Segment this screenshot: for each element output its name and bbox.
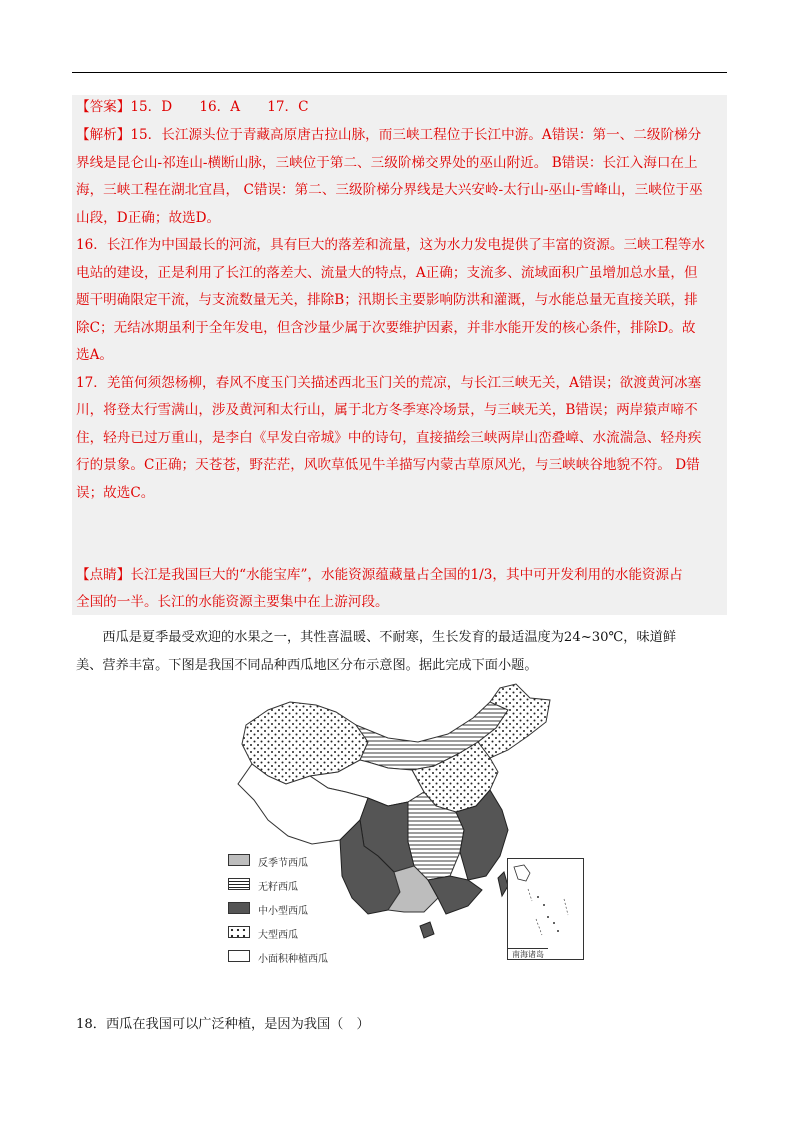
passage-line: 西瓜是夏季最受欢迎的水果之一，其性喜温暖、不耐寒，生长发育的最适温度为24~30℃，味道鲜 bbox=[76, 630, 677, 645]
tip-line: 全国的一半。长江的水能资源主要集中在上游河段。 bbox=[76, 594, 389, 610]
analysis-line: 住，轻舟已过万重山，是李白《早发白帝城》中的诗句，直接描绘三峡两岸山峦叠嶂、水流湍急、轻舟疾 bbox=[76, 430, 702, 446]
legend-item bbox=[228, 924, 368, 942]
answer-text: 15．D 16．A 17．C bbox=[130, 99, 309, 115]
legend-label: 反季节西瓜 bbox=[258, 858, 308, 869]
analysis-line: 海，三峡工程在湖北宜昌， C错误：第二、三级阶梯分界线是大兴安岭-太行山-巫山-雪峰山，三峡位于巫 bbox=[76, 182, 703, 198]
legend-item bbox=[228, 948, 368, 966]
analysis-line: 除C；无结冰期虽利于全年发电，但含沙量少属于次要维护因素，并非水能开发的核心条件，排除D。故 bbox=[76, 320, 696, 336]
analysis-line: 题干明确限定干流，与支流数量无关，排除B；汛期长主要影响防洪和灌溉，与水能总量无直接关联，排 bbox=[76, 292, 698, 308]
analysis-line: 电站的建设，正是利用了长江的落差大、流量大的特点，A正确；支流多、流域面积广虽增加总水量，但 bbox=[76, 265, 698, 281]
passage-line: 美、营养丰富。下图是我国不同品种西瓜地区分布示意图。据此完成下面小题。 bbox=[76, 658, 538, 673]
legend-item bbox=[228, 876, 368, 894]
answer-line bbox=[76, 98, 726, 116]
legend-swatch-large bbox=[228, 926, 250, 938]
analysis-line: 界线是昆仑山-祁连山-横断山脉，三峡位于第二、三级阶梯交界处的巫山附近。 B错误：长江入海口在上 bbox=[76, 155, 698, 171]
analysis-line: 16．长江作为中国最长的河流，具有巨大的落差和流量，这为水力发电提供了丰富的资源。三峡工程等水 bbox=[76, 237, 706, 253]
analysis-line: 17．羌笛何须怨杨柳，春风不度玉门关描述西北玉门关的荒凉，与长江三峡无关，A错误；欲渡黄河冰塞 bbox=[76, 375, 702, 391]
tip-tag: 【点睛】 bbox=[76, 567, 131, 583]
tip-line bbox=[76, 566, 726, 584]
question-18: 18．西瓜在我国可以广泛种植，是因为我国（ ） bbox=[76, 1017, 370, 1032]
legend-swatch-seedless bbox=[228, 878, 250, 890]
analysis-line: 选A。 bbox=[76, 347, 114, 363]
legend-item bbox=[228, 852, 368, 870]
legend-label: 大型西瓜 bbox=[258, 930, 298, 941]
analysis-line: 误；故选C。 bbox=[76, 485, 155, 501]
south-china-sea-inset bbox=[507, 858, 584, 960]
legend-label: 中小型西瓜 bbox=[258, 906, 308, 917]
analysis-line: 行的景象。C正确；天苍苍，野茫茫，风吹草低见牛羊描写内蒙古草原风光，与三峡峡谷地貌不符。 D错 bbox=[76, 457, 700, 473]
analysis-tag: 【解析】 bbox=[76, 127, 131, 143]
legend-label: 小面积种植西瓜 bbox=[258, 954, 328, 965]
inset-label: 南海诸岛 bbox=[508, 948, 548, 960]
legend-label: 无籽西瓜 bbox=[258, 882, 298, 893]
region-guangdong bbox=[428, 876, 482, 914]
analysis-line: 山段，D正确；故选D。 bbox=[76, 210, 221, 226]
tip-text: 长江是我国巨大的“水能宝库”，水能资源蕴藏量占全国的1/3，其中可开发利用的水能资源占 bbox=[130, 567, 683, 583]
legend-swatch-small-medium bbox=[228, 902, 250, 914]
legend-item bbox=[228, 900, 368, 918]
analysis-text: 15．长江源头位于青藏高原唐古拉山脉，而三峡工程位于长江中游。A错误：第一、二级阶梯分 bbox=[130, 127, 702, 143]
answer-tag: 【答案】 bbox=[76, 99, 131, 115]
legend-swatch-small-area bbox=[228, 950, 250, 962]
inset-svg bbox=[508, 859, 583, 959]
analysis-line bbox=[76, 126, 726, 144]
legend-swatch-offseason bbox=[228, 854, 250, 866]
header-rule bbox=[72, 72, 727, 73]
analysis-line: 川，将登太行雪满山，涉及黄河和太行山，属于北方冬季寒冷场景，与三峡无关，B错误；两岸猿声啼不 bbox=[76, 402, 698, 418]
region-hainan bbox=[420, 922, 434, 938]
